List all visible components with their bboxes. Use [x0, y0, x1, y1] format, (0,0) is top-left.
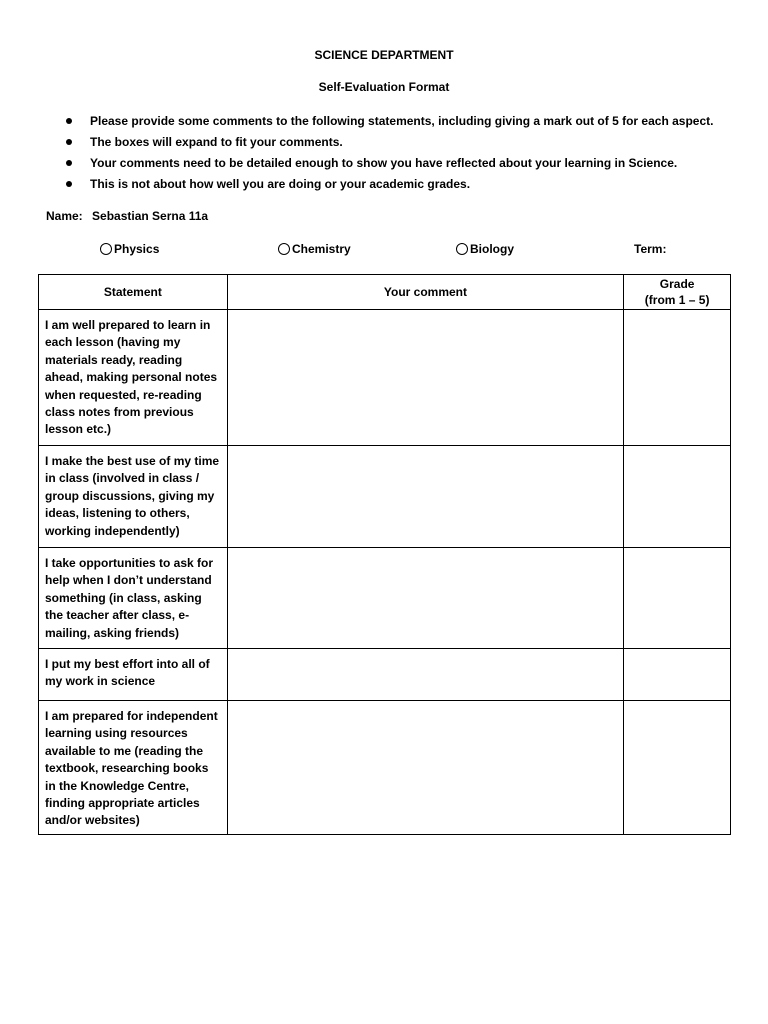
statement-text: I am well prepared to learn in each lesson (having my materials ready, reading ahead, making personal notes when requested, re-reading class notes from previous lesson etc.) [45, 318, 218, 437]
physics-option[interactable] [100, 242, 159, 256]
grade-header-line2: (from 1 – 5) [644, 293, 710, 307]
statement-header: Statement [39, 275, 228, 310]
statement-text: I put my best effort into all of my work in science [45, 657, 210, 689]
statement-cell [39, 649, 228, 701]
table-row [39, 649, 731, 701]
chemistry-option[interactable] [278, 242, 351, 256]
table-row [39, 701, 731, 835]
biology-label: Biology [470, 242, 514, 256]
radio-circle-icon[interactable] [456, 243, 468, 255]
instruction-item [66, 177, 713, 198]
name-value[interactable]: Sebastian Serna 11a [92, 209, 209, 223]
instruction-item [66, 156, 713, 177]
comment-cell[interactable] [227, 548, 624, 649]
format-title: Self-Evaluation Format [318, 80, 450, 94]
statement-cell [39, 310, 228, 446]
biology-option[interactable] [456, 242, 514, 256]
statement-cell [39, 701, 228, 835]
table-row [39, 310, 731, 446]
instruction-text: The boxes will expand to fit your comments. [90, 135, 343, 149]
bullet-icon [66, 139, 72, 145]
table-row [39, 548, 731, 649]
comment-cell[interactable] [227, 310, 624, 446]
bullet-icon [66, 181, 72, 187]
subject-selection-row [0, 242, 768, 260]
grade-cell[interactable] [624, 701, 731, 835]
physics-label: Physics [114, 242, 160, 256]
table-header-row [39, 275, 731, 310]
bullet-icon [66, 160, 72, 166]
comment-cell[interactable] [227, 649, 624, 701]
statement-cell [39, 446, 228, 548]
statement-text: I make the best use of my time in class (involved in class / group discussions, giving my ideas, listening to others, working independently) [45, 454, 220, 538]
grade-cell[interactable] [624, 446, 731, 548]
chemistry-label: Chemistry [292, 242, 351, 256]
statement-text: I am prepared for independent learning using resources available to me (reading the textbook, researching books in the Knowledge Centre, finding appropriate articles and/or websites) [45, 709, 218, 828]
term-field[interactable] [634, 242, 666, 256]
term-label: Term: [634, 242, 667, 256]
bullet-icon [66, 118, 72, 124]
department-title: SCIENCE DEPARTMENT [314, 48, 454, 62]
comment-cell[interactable] [227, 446, 624, 548]
statement-cell [39, 548, 228, 649]
grade-cell[interactable] [624, 310, 731, 446]
comment-header: Your comment [227, 275, 624, 310]
grade-cell[interactable] [624, 649, 731, 701]
grade-header-line1: Grade [659, 277, 695, 291]
instruction-item [66, 114, 713, 135]
comment-cell[interactable] [227, 701, 624, 835]
instruction-text: This is not about how well you are doing or your academic grades. [90, 177, 471, 191]
self-evaluation-table [38, 274, 731, 835]
instruction-text: Please provide some comments to the following statements, including giving a mark out of 5 for each aspect. [90, 114, 714, 128]
radio-circle-icon[interactable] [278, 243, 290, 255]
name-label: Name: [46, 209, 83, 223]
instruction-text: Your comments need to be detailed enough to show you have reflected about your learning in Science. [90, 156, 678, 170]
grade-header [624, 275, 731, 310]
statement-text: I take opportunities to ask for help when I don’t understand something (in class, asking the teacher after class, e-mailing, asking friends) [45, 556, 214, 640]
table-row [39, 446, 731, 548]
student-name-row [46, 209, 208, 223]
radio-circle-icon[interactable] [100, 243, 112, 255]
grade-cell[interactable] [624, 548, 731, 649]
instructions-list [66, 114, 713, 198]
instruction-item [66, 135, 713, 156]
